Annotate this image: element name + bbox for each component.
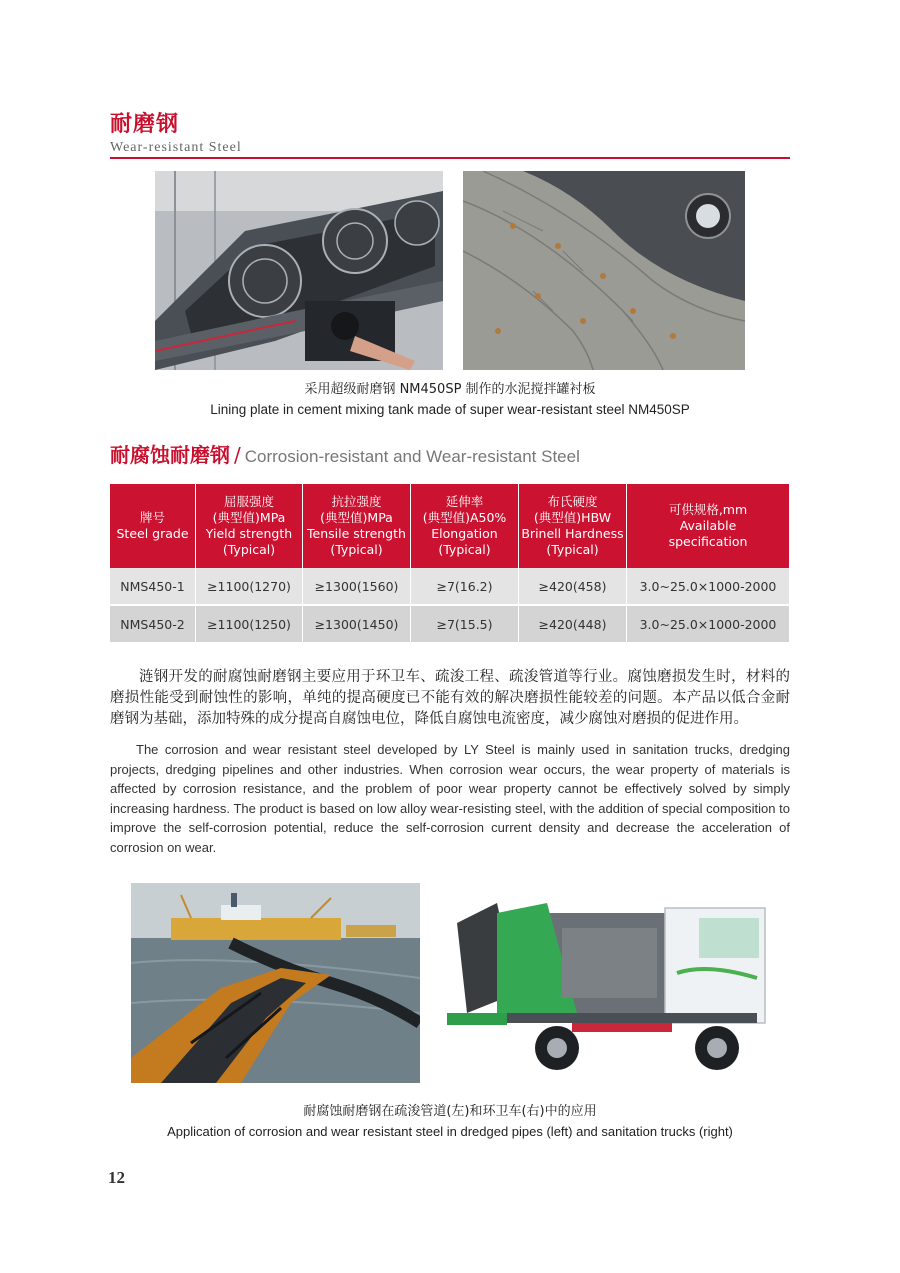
page-number: 12 bbox=[108, 1168, 125, 1187]
cell-steel-grade: NMS450-2 bbox=[110, 606, 196, 644]
photo-mixing-machine bbox=[155, 171, 443, 370]
section-title-separator: / bbox=[234, 443, 241, 467]
cell-specification: 3.0~25.0×1000-2000 bbox=[627, 606, 789, 644]
header-tensile-strength: 抗拉强度 (典型值)MPa Tensile strength (Typical) bbox=[303, 484, 411, 568]
figure2-caption-en: Application of corrosion and wear resistant steel in dredged pipes (left) and sanitation trucks (right) bbox=[167, 1124, 733, 1139]
cell-tensile-strength: ≥1300(1450) bbox=[303, 606, 411, 644]
header-yield-strength: 屈服强度 (典型值)MPa Yield strength (Typical) bbox=[196, 484, 303, 568]
cell-elongation: ≥7(15.5) bbox=[411, 606, 519, 644]
body-paragraph-cn: 涟钢开发的耐腐蚀耐磨钢主要应用于环卫车、疏浚工程、疏浚管道等行业。腐蚀磨损发生时，材料的磨损性能受到耐蚀性的影响，单纯的提高硬度已不能有效的解决磨损性能较差的问题。本产品以低合金耐磨钢为基础，添加特殊的成分提高自腐蚀电位，降低自腐蚀电流密度，减少腐蚀对磨损的促进作用。 bbox=[110, 669, 790, 727]
header-available-specification: 可供规格,mm Available specification bbox=[627, 484, 789, 568]
figure2-caption-cn: 耐腐蚀耐磨钢在疏浚管道(左)和环卫车(右)中的应用 bbox=[303, 1104, 597, 1119]
cell-yield-strength: ≥1100(1250) bbox=[196, 606, 303, 644]
cell-yield-strength: ≥1100(1270) bbox=[196, 568, 303, 606]
table-row bbox=[110, 606, 789, 644]
photo-tank-interior bbox=[463, 171, 745, 370]
photo-dredged-pipes bbox=[131, 883, 420, 1083]
photo-sanitation-truck bbox=[437, 883, 771, 1083]
page-title-en: Wear-resistant Steel bbox=[110, 140, 242, 155]
section-title-en: Corrosion-resistant and Wear-resistant Steel bbox=[244, 447, 580, 466]
body-paragraph-en: The corrosion and wear resistant steel developed by LY Steel is mainly used in sanitation trucks, dredging projects, dredging pipelines and other industries. When corrosion wear occurs, the wear property of materials is affected by corrosion resistance, and the problem of poor wear property cannot be effectively solved by simply increasing hardness. The product is based on low alloy wear-resisting steel, with the addition of special composition to improve the self-corrosion potential, reduce the self-corrosion current density and decrease the acceleration of corrosion on wear. bbox=[110, 742, 790, 855]
cell-specification: 3.0~25.0×1000-2000 bbox=[627, 568, 789, 606]
section-title-cn: 耐腐蚀耐磨钢 bbox=[110, 443, 230, 467]
cell-steel-grade: NMS450-1 bbox=[110, 568, 196, 606]
figure1-caption-en: Lining plate in cement mixing tank made of super wear-resistant steel NM450SP bbox=[210, 402, 690, 417]
section-title bbox=[110, 443, 580, 469]
page-header bbox=[110, 112, 790, 157]
table-row bbox=[110, 568, 789, 606]
spec-table bbox=[110, 484, 789, 644]
page-title-cn: 耐磨钢 bbox=[110, 112, 180, 137]
table-header-row bbox=[110, 484, 789, 568]
figure1-caption-cn: 采用超级耐磨钢 NM450SP 制作的水泥搅拌罐衬板 bbox=[304, 382, 596, 397]
cell-brinell-hardness: ≥420(458) bbox=[519, 568, 627, 606]
header-steel-grade: 牌号 Steel grade bbox=[110, 484, 196, 568]
cell-tensile-strength: ≥1300(1560) bbox=[303, 568, 411, 606]
header-elongation: 延伸率 (典型值)A50% Elongation (Typical) bbox=[411, 484, 519, 568]
header-brinell-hardness: 布氏硬度 (典型值)HBW Brinell Hardness (Typical) bbox=[519, 484, 627, 568]
cell-elongation: ≥7(16.2) bbox=[411, 568, 519, 606]
cell-brinell-hardness: ≥420(448) bbox=[519, 606, 627, 644]
header-divider bbox=[110, 157, 790, 159]
